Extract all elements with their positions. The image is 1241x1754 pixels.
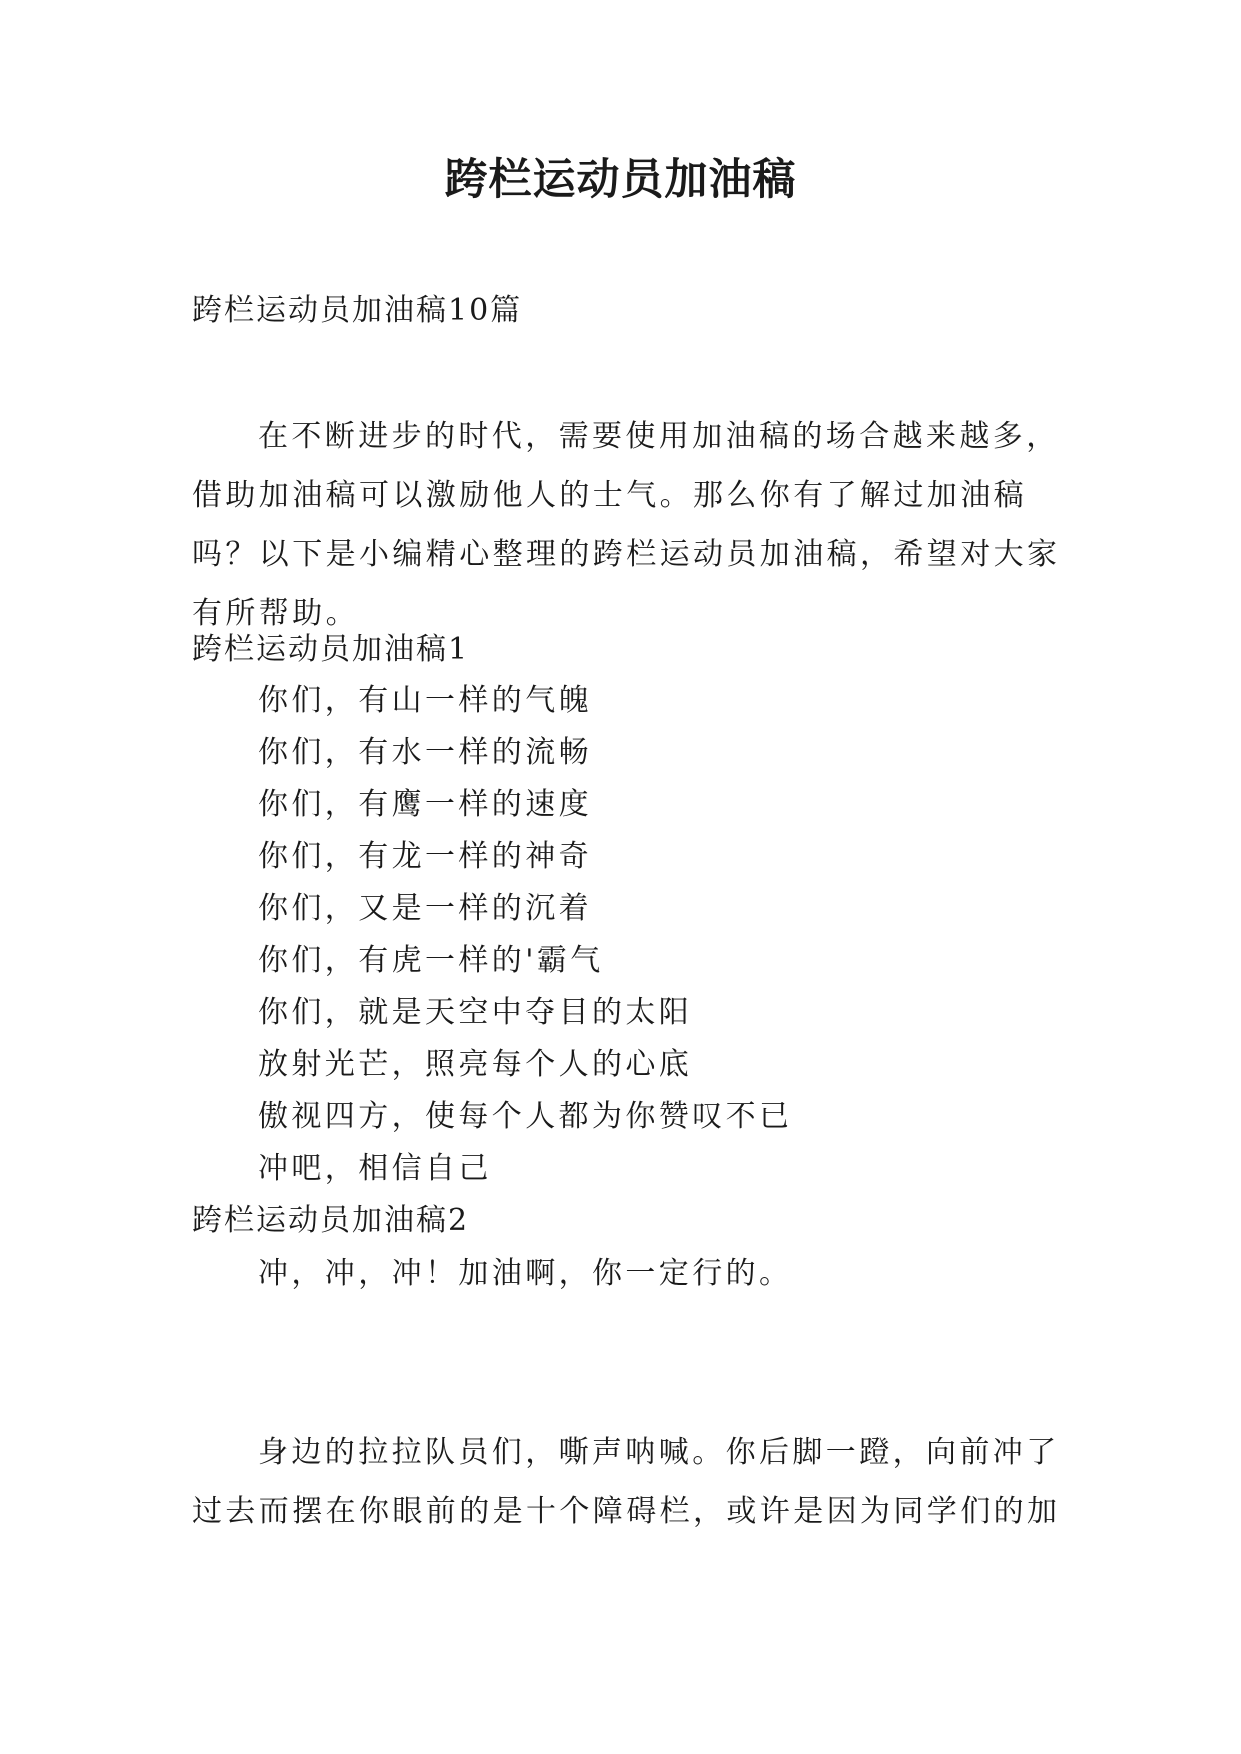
document-title: 跨栏运动员加油稿 — [444, 155, 797, 205]
intro-paragraph: 在不断进步的时代，需要使用加油稿的场合越来越多，借助加油稿可以激励他人的士气。那么你有了解过加油稿吗？以下是小编精心整理的跨栏运动员加油稿，希望对大家有所帮助。 — [192, 419, 1061, 631]
verse-line: 傲视四方，使每个人都为你赞叹不已 — [258, 1099, 793, 1134]
verse-line: 你们，有虎一样的'霸气 — [258, 943, 604, 978]
verse-line: 你们，有水一样的流畅 — [258, 735, 592, 770]
verse-line: 冲，冲，冲！加油啊，你一定行的。 — [258, 1256, 793, 1291]
verse-line: 冲吧，相信自己 — [258, 1151, 492, 1186]
section-heading-2: 跨栏运动员加油稿2 — [192, 1203, 470, 1238]
document-subtitle: 跨栏运动员加油稿10篇 — [192, 293, 523, 328]
section-heading-1: 跨栏运动员加油稿1 — [192, 632, 470, 667]
body-paragraph: 身边的拉拉队员们，嘶声呐喊。你后脚一蹬，向前冲了过去而摆在你眼前的是十个障碍栏，或许是因为同学们的加 — [192, 1435, 1061, 1529]
verse-line: 你们，有龙一样的神奇 — [258, 839, 592, 874]
verse-line: 你们，就是天空中夺目的太阳 — [258, 995, 693, 1030]
verse-line: 放射光芒，照亮每个人的心底 — [258, 1047, 693, 1082]
verse-line: 你们，有鹰一样的速度 — [258, 787, 592, 822]
verse-line: 你们，又是一样的沉着 — [258, 891, 592, 926]
verse-line: 你们，有山一样的气魄 — [258, 683, 592, 718]
